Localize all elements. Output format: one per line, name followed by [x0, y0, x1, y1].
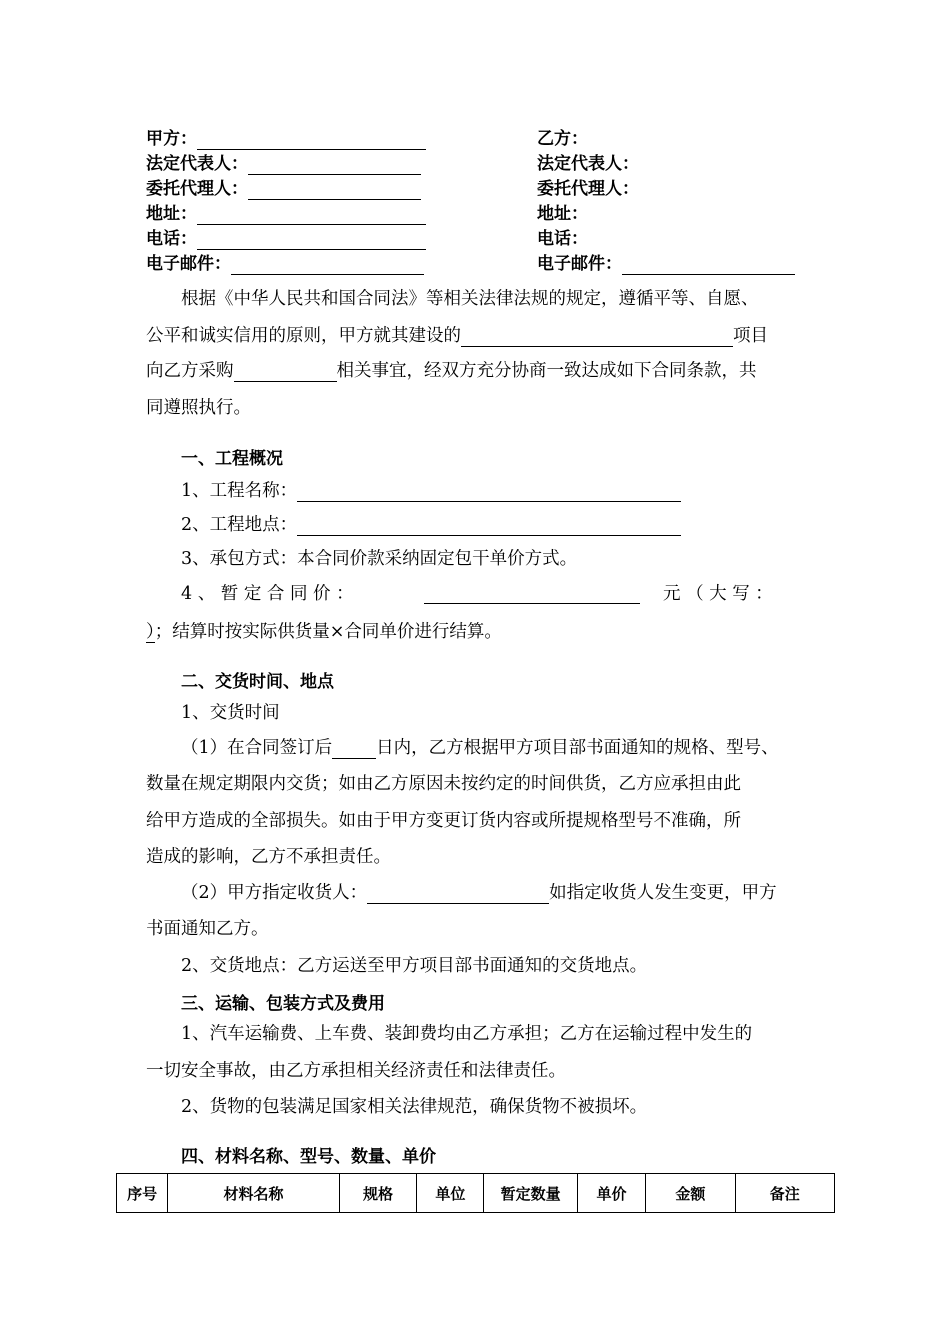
project-location-field[interactable] [297, 518, 681, 536]
delivery-p1-line-2: 数量在规定期限内交货；如由乙方原因未按约定的时间供货，乙方应承担由此 [146, 774, 741, 794]
materials-table [116, 1173, 835, 1213]
party-a-name-label: 甲方： [146, 129, 197, 149]
header-unit-price: 单价 [577, 1174, 645, 1213]
delivery-time-heading: 1、交货时间 [181, 703, 280, 723]
delivery-p1-line-1 [181, 737, 779, 759]
section-3-title: 三、运输、包装方式及费用 [181, 994, 385, 1014]
party-a-phone-blank[interactable] [197, 232, 426, 250]
project-name-field[interactable] [297, 484, 681, 502]
intro-line-2-suffix: 项目 [733, 326, 768, 346]
party-b-email-label: 电子邮件： [537, 254, 622, 274]
project-location-label: 2、工程地点： [181, 515, 298, 535]
consignee-line-2: 书面通知乙方。 [146, 919, 269, 939]
intro-line-1: 根据《中华人民共和国合同法》等相关法律法规的规定，遵循平等、自愿、 [181, 289, 759, 309]
party-b-address-label: 地址： [537, 204, 588, 224]
delivery-p1-text: （1）在合同签订后 [181, 738, 333, 758]
delivery-p1-line-3: 给甲方造成的全部损失。如由于甲方变更订货内容或所提规格型号不准确，所 [146, 811, 741, 831]
party-a-name-blank[interactable] [197, 132, 426, 150]
party-a-address-label: 地址： [146, 204, 197, 224]
packaging-note: 2、货物的包装满足国家相关法律规范，确保货物不被损坏。 [181, 1097, 648, 1117]
party-a-address-blank[interactable] [197, 207, 426, 225]
intro-line-4: 同遵照执行。 [146, 398, 251, 418]
party-b-name-label: 乙方： [537, 129, 588, 149]
materials-table-header-row [117, 1174, 835, 1213]
transport-line-1: 1、汽车运输费、上车费、装卸费均由乙方承担；乙方在运输过程中发生的 [181, 1024, 753, 1044]
party-a-rep-row [146, 153, 421, 175]
intro-line-2-text: 公平和诚实信用的原则，甲方就其建设的 [146, 326, 461, 346]
party-b-agent-label: 委托代理人： [537, 179, 639, 199]
capital-amount-blank[interactable]: ） [146, 622, 155, 642]
consignee-row [181, 882, 777, 904]
party-a-phone-row [146, 228, 426, 250]
header-remarks: 备注 [735, 1174, 835, 1213]
project-name-blank[interactable] [461, 329, 733, 347]
intro-line-2 [146, 325, 768, 347]
party-a-rep-label: 法定代表人： [146, 154, 248, 174]
contract-price-capital-label: 元 （ 大 写 ： [663, 584, 773, 604]
intro-line-3 [146, 360, 757, 382]
purchase-item-blank[interactable] [234, 364, 337, 382]
delivery-p1-line-4: 造成的影响，乙方不承担责任。 [146, 847, 391, 867]
party-a-email-label: 电子邮件： [146, 254, 231, 274]
contract-price-row [181, 583, 804, 605]
party-a-rep-blank[interactable] [248, 157, 421, 175]
party-b-email-row [537, 253, 795, 275]
party-a-phone-label: 电话： [146, 229, 197, 249]
intro-line-3-suffix: 相关事宜，经双方充分协商一致达成如下合同条款，共 [336, 361, 757, 381]
project-name-row [181, 480, 681, 502]
consignee-label: （2）甲方指定收货人： [181, 883, 368, 903]
header-index: 序号 [117, 1174, 168, 1213]
intro-line-3-text: 向乙方采购 [146, 361, 234, 381]
section-1-title: 一、工程概况 [181, 449, 283, 469]
contract-price-row-2 [146, 621, 502, 643]
party-a-agent-blank[interactable] [248, 182, 421, 200]
header-quantity: 暂定数量 [484, 1174, 577, 1213]
party-a-name-row [146, 128, 426, 150]
header-amount: 金额 [646, 1174, 735, 1213]
delivery-days-blank[interactable] [332, 741, 376, 759]
delivery-p1-suffix: 日内，乙方根据甲方项目部书面通知的规格、型号、 [376, 738, 779, 758]
section-2-title: 二、交货时间、地点 [181, 672, 334, 692]
header-unit: 单位 [417, 1174, 484, 1213]
party-a-address-row [146, 203, 426, 225]
party-a-email-blank[interactable] [231, 257, 424, 275]
party-a-email-row [146, 253, 424, 275]
contract-price-label: 4 、 暂 定 合 同 价 ： [181, 584, 354, 604]
party-b-phone-label: 电话： [537, 229, 588, 249]
contract-price-blank[interactable] [424, 586, 640, 604]
party-b-email-blank[interactable] [622, 257, 795, 275]
project-name-label: 1、工程名称： [181, 481, 298, 501]
header-spec: 规格 [339, 1174, 416, 1213]
header-material-name: 材料名称 [168, 1174, 340, 1213]
party-a-agent-label: 委托代理人： [146, 179, 248, 199]
consignee-blank[interactable] [367, 886, 549, 904]
party-a-agent-row [146, 178, 421, 200]
settlement-note: ；结算时按实际供货量×合同单价进行结算。 [154, 622, 502, 642]
contract-method: 3、承包方式：本合同价款采纳固定包干单价方式。 [181, 549, 578, 569]
party-b-rep-label: 法定代表人： [537, 154, 639, 174]
section-4-title: 四、材料名称、型号、数量、单价 [181, 1147, 436, 1167]
consignee-suffix: 如指定收货人发生变更，甲方 [549, 883, 777, 903]
project-location-row [181, 514, 681, 536]
transport-line-2: 一切安全事故，由乙方承担相关经济责任和法律责任。 [146, 1061, 566, 1081]
delivery-location: 2、交货地点：乙方运送至甲方项目部书面通知的交货地点。 [181, 956, 648, 976]
